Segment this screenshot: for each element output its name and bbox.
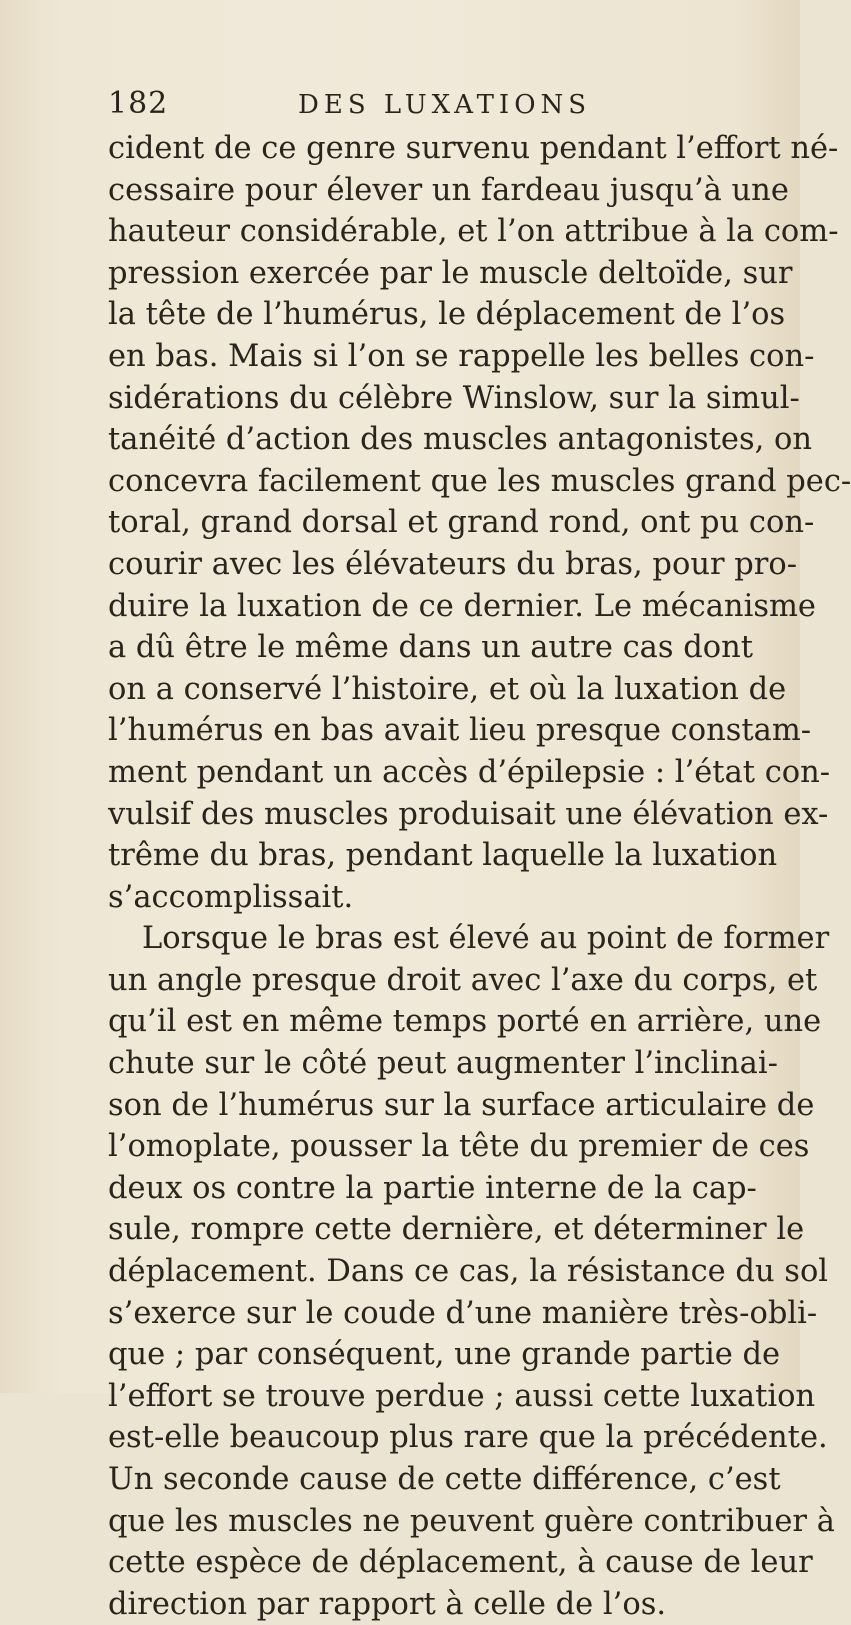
paragraph bbox=[108, 128, 851, 918]
text-line: l’humérus en bas avait lieu presque constam- bbox=[108, 713, 812, 749]
text-line: cident de ce genre survenu pendant l’effort né- bbox=[108, 131, 839, 166]
text-line: Un seconde cause de cette différence, c’est bbox=[108, 1462, 781, 1497]
text-line: s’exerce sur le coude d’une manière très-obli- bbox=[108, 1295, 818, 1331]
text-line: que les muscles ne peuvent guère contribuer à bbox=[108, 1503, 835, 1539]
text-line: sidérations du célèbre Winslow, sur la simul- bbox=[108, 380, 800, 416]
text-line: toral, grand dorsal et grand rond, ont pu con- bbox=[108, 505, 815, 541]
text-line: déplacement. Dans ce cas, la résistance du sol bbox=[108, 1254, 829, 1290]
text-line: hauteur considérable, et l’on attribue à la com- bbox=[108, 214, 839, 250]
text-line: courir avec les élévateurs du bras, pour pro- bbox=[108, 546, 798, 582]
text-line: cette espèce de déplacement, à cause de leur bbox=[108, 1545, 813, 1581]
text-line: la tête de l’humérus, le déplacement de l’os bbox=[108, 297, 786, 333]
text-line: cessaire pour élever un fardeau jusqu’à une bbox=[108, 172, 789, 208]
text-line: concevra facilement que les muscles grand pec- bbox=[108, 463, 851, 499]
text-line: a dû être le même dans un autre cas dont bbox=[108, 630, 753, 666]
running-title: DES LUXATIONS bbox=[298, 90, 592, 120]
text-line: qu’il est en même temps porté en arrière, une bbox=[108, 1004, 822, 1040]
text-line: vulsif des muscles produisait une élévation ex- bbox=[108, 796, 829, 832]
text-line: chute sur le côté peut augmenter l’inclinai- bbox=[108, 1046, 778, 1082]
text-line: l’effort se trouve perdue ; aussi cette luxation bbox=[108, 1378, 816, 1414]
text-line: deux os contre la partie interne de la cap- bbox=[108, 1170, 757, 1206]
text-line: trême du bras, pendant laquelle la luxation bbox=[108, 838, 778, 874]
text-line: duire la luxation de ce dernier. Le mécanisme bbox=[108, 588, 816, 624]
text-line: est-elle beaucoup plus rare que la précédente. bbox=[108, 1420, 828, 1456]
text-line: un angle presque droit avec l’axe du corps, et bbox=[108, 962, 818, 998]
page-number: 182 bbox=[108, 86, 169, 121]
text-line: l’omoplate, pousser la tête du premier de ces bbox=[108, 1129, 810, 1165]
body-text bbox=[108, 128, 851, 1625]
text-line: s’accomplissait. bbox=[108, 879, 354, 915]
text-line: que ; par conséquent, une grande partie de bbox=[108, 1337, 781, 1373]
text-line: tanéité d’action des muscles antagonistes, on bbox=[108, 422, 813, 458]
text-line: Lorsque le bras est élevé au point de former bbox=[142, 921, 830, 957]
text-line: on a conservé l’histoire, et où la luxation de bbox=[108, 671, 787, 707]
running-head bbox=[108, 86, 748, 122]
text-line: son de l’humérus sur la surface articulaire de bbox=[108, 1087, 815, 1123]
text-line: ment pendant un accès d’épilepsie : l’état con- bbox=[108, 754, 831, 790]
text-line: pression exercée par le muscle deltoïde, sur bbox=[108, 255, 793, 291]
text-line: en bas. Mais si l’on se rappelle les belles con- bbox=[108, 338, 815, 374]
text-line: sule, rompre cette dernière, et déterminer le bbox=[108, 1212, 805, 1248]
paragraph bbox=[108, 918, 835, 1625]
text-line: direction par rapport à celle de l’os. bbox=[108, 1586, 667, 1622]
